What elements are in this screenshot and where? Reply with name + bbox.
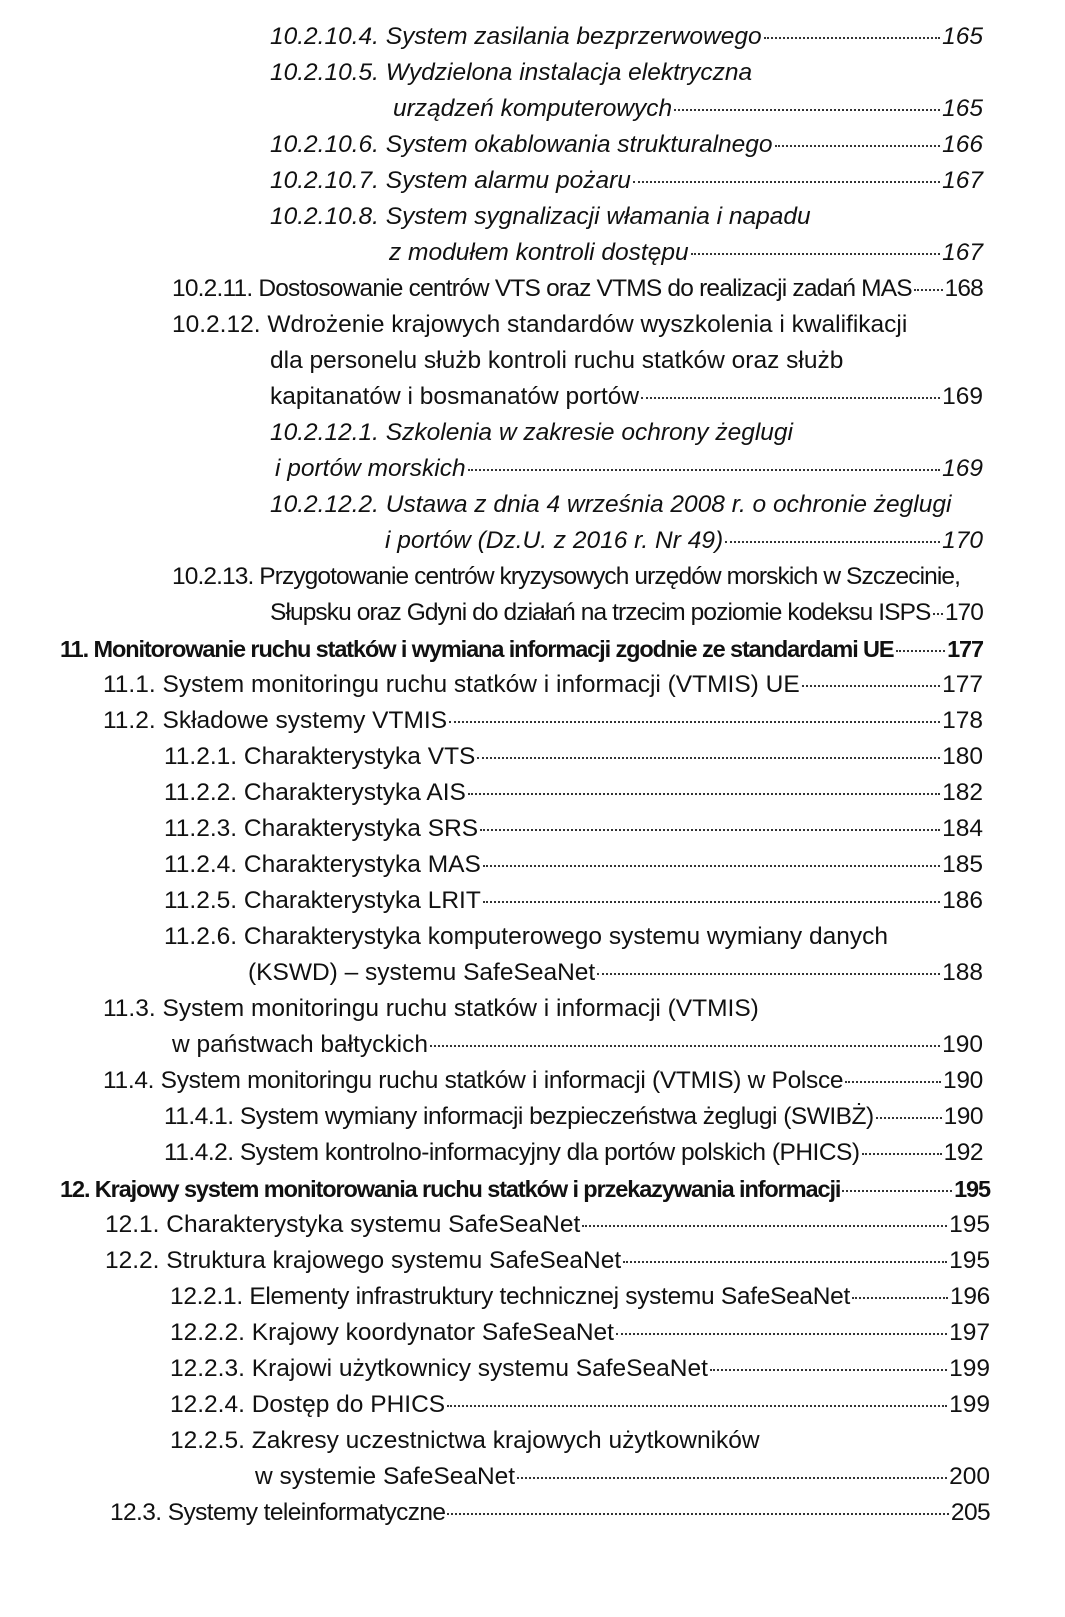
toc-page-number: 169 [942,455,983,482]
toc-leader [896,650,946,652]
toc-entry-title: 12.3. Systemy teleinformatyczne [110,1499,446,1526]
toc-page-number: 186 [942,887,983,914]
toc-entry-title: 11.2.3. Charakterystyka SRS [164,815,479,842]
toc-leader [483,901,940,903]
toc-leader [641,397,940,399]
toc-entry-title: 10.2.12.2. Ustawa z dnia 4 września 2008 r. o ochronie żeglugi [270,491,952,518]
toc-entry-title: 10.2.10.7. System alarmu pożaru [270,167,631,194]
toc-entry [164,814,983,844]
toc-page-number: 170 [944,599,983,626]
toc-leader [674,109,940,111]
toc-entry [393,94,983,124]
toc-chapter [60,1174,990,1204]
toc-entry-title: 12.2.1. Elementy infrastruktury technicznej systemu SafeSeaNet [170,1283,850,1310]
toc-leader [710,1369,947,1371]
toc-page-number: 182 [942,779,983,806]
toc-entry-title: 10.2.10.6. System okablowania strukturalnego [270,131,773,158]
toc-page-number: 190 [942,1031,983,1058]
toc-entry-title: z modułem kontroli dostępu [389,239,689,266]
toc-entry [270,598,983,628]
toc-leader [597,973,940,975]
toc-leader [876,1117,942,1119]
toc-page-number: 180 [942,743,983,770]
toc-entry-title: 11.4. System monitoringu ruchu statków i informacji (VTMIS) w Polsce [103,1067,844,1094]
toc-entry-title: 10.2.10.8. System sygnalizacji włamania i napadu [270,203,811,230]
toc-entry [164,850,983,880]
toc-entry-title: 12.2.2. Krajowy koordynator SafeSeaNet [170,1319,614,1346]
toc-entry-title: 12.2. Struktura krajowego systemu SafeSeaNet [105,1247,622,1274]
toc-page-number: 167 [942,167,983,194]
toc-entry [172,1030,983,1060]
toc-entry-title: 10.2.10.4. System zasilania bezprzerwowego [270,23,762,50]
toc-page-number: 177 [947,636,983,662]
toc-entry [164,1102,983,1132]
toc-leader [477,757,940,759]
toc-entry [270,490,951,520]
toc-page-number: 199 [949,1391,990,1418]
toc-page-number: 185 [942,851,983,878]
toc-entry-title: 10.2.13. Przygotowanie centrów kryzysowych urzędów morskich w Szczecinie, [172,563,961,590]
toc-entry [270,202,811,232]
toc-page-number: 178 [942,707,983,734]
toc-entry-title: 11.3. System monitoringu ruchu statków i informacji (VTMIS) [103,995,759,1022]
toc-entry [170,1426,760,1456]
toc-entry-title: 10.2.12. Wdrożenie krajowych standardów wyszkolenia i kwalifikacji [172,311,908,338]
toc-chapter [60,634,983,664]
toc-entry-title: 12.1. Charakterystyka systemu SafeSeaNet [105,1211,581,1238]
toc-entry [164,778,983,808]
toc-page-number: 205 [950,1499,990,1526]
toc-entry [170,1390,990,1420]
toc-leader [862,1153,942,1155]
toc-page-number: 195 [949,1211,990,1238]
toc-entry [164,1138,983,1168]
toc-entry [105,1246,990,1276]
toc-leader [623,1261,947,1263]
toc-leader [449,721,940,723]
toc-entry-title: 11.1. System monitoringu ruchu statków i informacji (VTMIS) UE [103,671,800,698]
toc-entry [248,958,983,988]
toc-entry-title: 12.2.5. Zakresy uczestnictwa krajowych użytkowników [170,1427,760,1454]
toc-entry [103,670,983,700]
toc-entry [103,706,983,736]
toc-entry-title: 11.2.2. Charakterystyka AIS [164,779,466,806]
toc-leader [764,37,940,39]
toc-entry [105,1210,990,1240]
toc-page-number: 165 [942,23,983,50]
toc-entry-title: 12. Krajowy system monitorowania ruchu statków i przekazywania informacji [60,1176,841,1202]
toc-leader [725,541,940,543]
toc-entry [103,1066,983,1096]
toc-page-number: 170 [942,527,983,554]
toc-leader [616,1333,947,1335]
toc-page-number: 200 [949,1463,990,1490]
toc-page-number: 177 [942,671,983,698]
toc-entry [275,454,983,484]
toc-entry [170,1354,990,1384]
toc-entry [255,1462,990,1492]
toc-entry [172,562,960,592]
toc-entry-title: kapitanatów i bosmanatów portów [270,383,640,410]
toc-entry-title: 11.2.1. Charakterystyka VTS [164,743,476,770]
toc-page-number: 197 [949,1319,990,1346]
toc-entry-title: 10.2.11. Dostosowanie centrów VTS oraz VTMS do realizacji zadań MAS [172,275,912,302]
toc-entry [270,130,983,160]
toc-page-number: 192 [943,1139,983,1166]
toc-leader [447,1405,947,1407]
toc-entry [270,382,983,412]
toc-page-number: 190 [943,1103,983,1130]
toc-leader [775,145,941,147]
toc-page-number: 169 [942,383,983,410]
toc-leader [483,865,940,867]
toc-leader [933,613,943,615]
toc-leader [852,1297,948,1299]
toc-page-number: 167 [942,239,983,266]
toc-entry [172,310,907,340]
toc-entry [270,166,983,196]
toc-leader [802,685,940,687]
toc-entry-title: 10.2.10.5. Wydzielona instalacja elektryczna [270,59,753,86]
toc-leader [468,793,940,795]
toc-page-number: 166 [942,131,983,158]
toc-entry-title: dla personelu służb kontroli ruchu statków oraz służb [270,347,844,374]
toc-entry [270,22,983,52]
toc-page-number: 184 [942,815,983,842]
toc-entry-title: 11.2.6. Charakterystyka komputerowego systemu wymiany danych [164,923,888,950]
toc-page-number: 199 [949,1355,990,1382]
toc-entry-title: 11.2. Składowe systemy VTMIS [103,707,448,734]
toc-entry-title: 11.2.5. Charakterystyka LRIT [164,887,481,914]
toc-leader [633,181,940,183]
toc-entry-title: (KSWD) – systemu SafeSeaNet [248,959,596,986]
toc-leader [517,1477,947,1479]
toc-entry-title: 12.2.4. Dostęp do PHICS [170,1391,446,1418]
toc-page-number: 196 [950,1283,990,1310]
toc-page-number: 188 [942,959,983,986]
toc-entry-title: Słupsku oraz Gdyni do działań na trzecim poziomie kodeksu ISPS [270,599,931,626]
toc-leader [845,1081,941,1083]
toc-entry-title: w systemie SafeSeaNet [255,1463,516,1490]
toc-entry-title: 11.4.1. System wymiany informacji bezpieczeństwa żeglugi (SWIBŻ) [164,1103,874,1130]
toc-leader [582,1225,947,1227]
toc-entry-title: i portów morskich [275,455,466,482]
toc-page-number: 168 [944,275,983,302]
toc-entry [270,58,752,88]
toc-entry [172,274,983,304]
toc-entry [164,742,983,772]
toc-entry-title: w państwach bałtyckich [172,1031,429,1058]
toc-leader [914,289,943,291]
toc-entry [103,994,759,1024]
toc-entry [389,238,983,268]
toc-entry-title: 12.2.3. Krajowi użytkownicy systemu SafeSeaNet [170,1355,708,1382]
toc-entry-title: 10.2.12.1. Szkolenia w zakresie ochrony żeglugi [270,419,793,446]
toc-leader [480,829,940,831]
toc-entry-title: i portów (Dz.U. z 2016 r. Nr 49) [385,527,724,554]
toc-entry [270,418,793,448]
toc-entry [170,1318,990,1348]
toc-leader [447,1513,948,1515]
toc-entry [270,346,843,376]
toc-entry [110,1498,990,1528]
toc-entry [385,526,983,556]
toc-entry-title: urządzeń komputerowych [393,95,673,122]
toc-page-number: 195 [954,1176,990,1202]
toc-leader [691,253,941,255]
toc-entry [170,1282,990,1312]
toc-leader [468,469,941,471]
toc-page-number: 165 [942,95,983,122]
toc-entry [164,922,888,952]
toc-page-number: 195 [949,1247,990,1274]
toc-entry-title: 11.4.2. System kontrolno-informacyjny dla portów polskich (PHICS) [164,1139,860,1166]
toc-entry [164,886,983,916]
toc-entry-title: 11. Monitorowanie ruchu statków i wymiana informacji zgodnie ze standardami UE [60,636,894,662]
toc-entry-title: 11.2.4. Charakterystyka MAS [164,851,481,878]
toc-leader [430,1045,940,1047]
toc-page-number: 190 [943,1067,983,1094]
toc-leader [842,1190,952,1192]
